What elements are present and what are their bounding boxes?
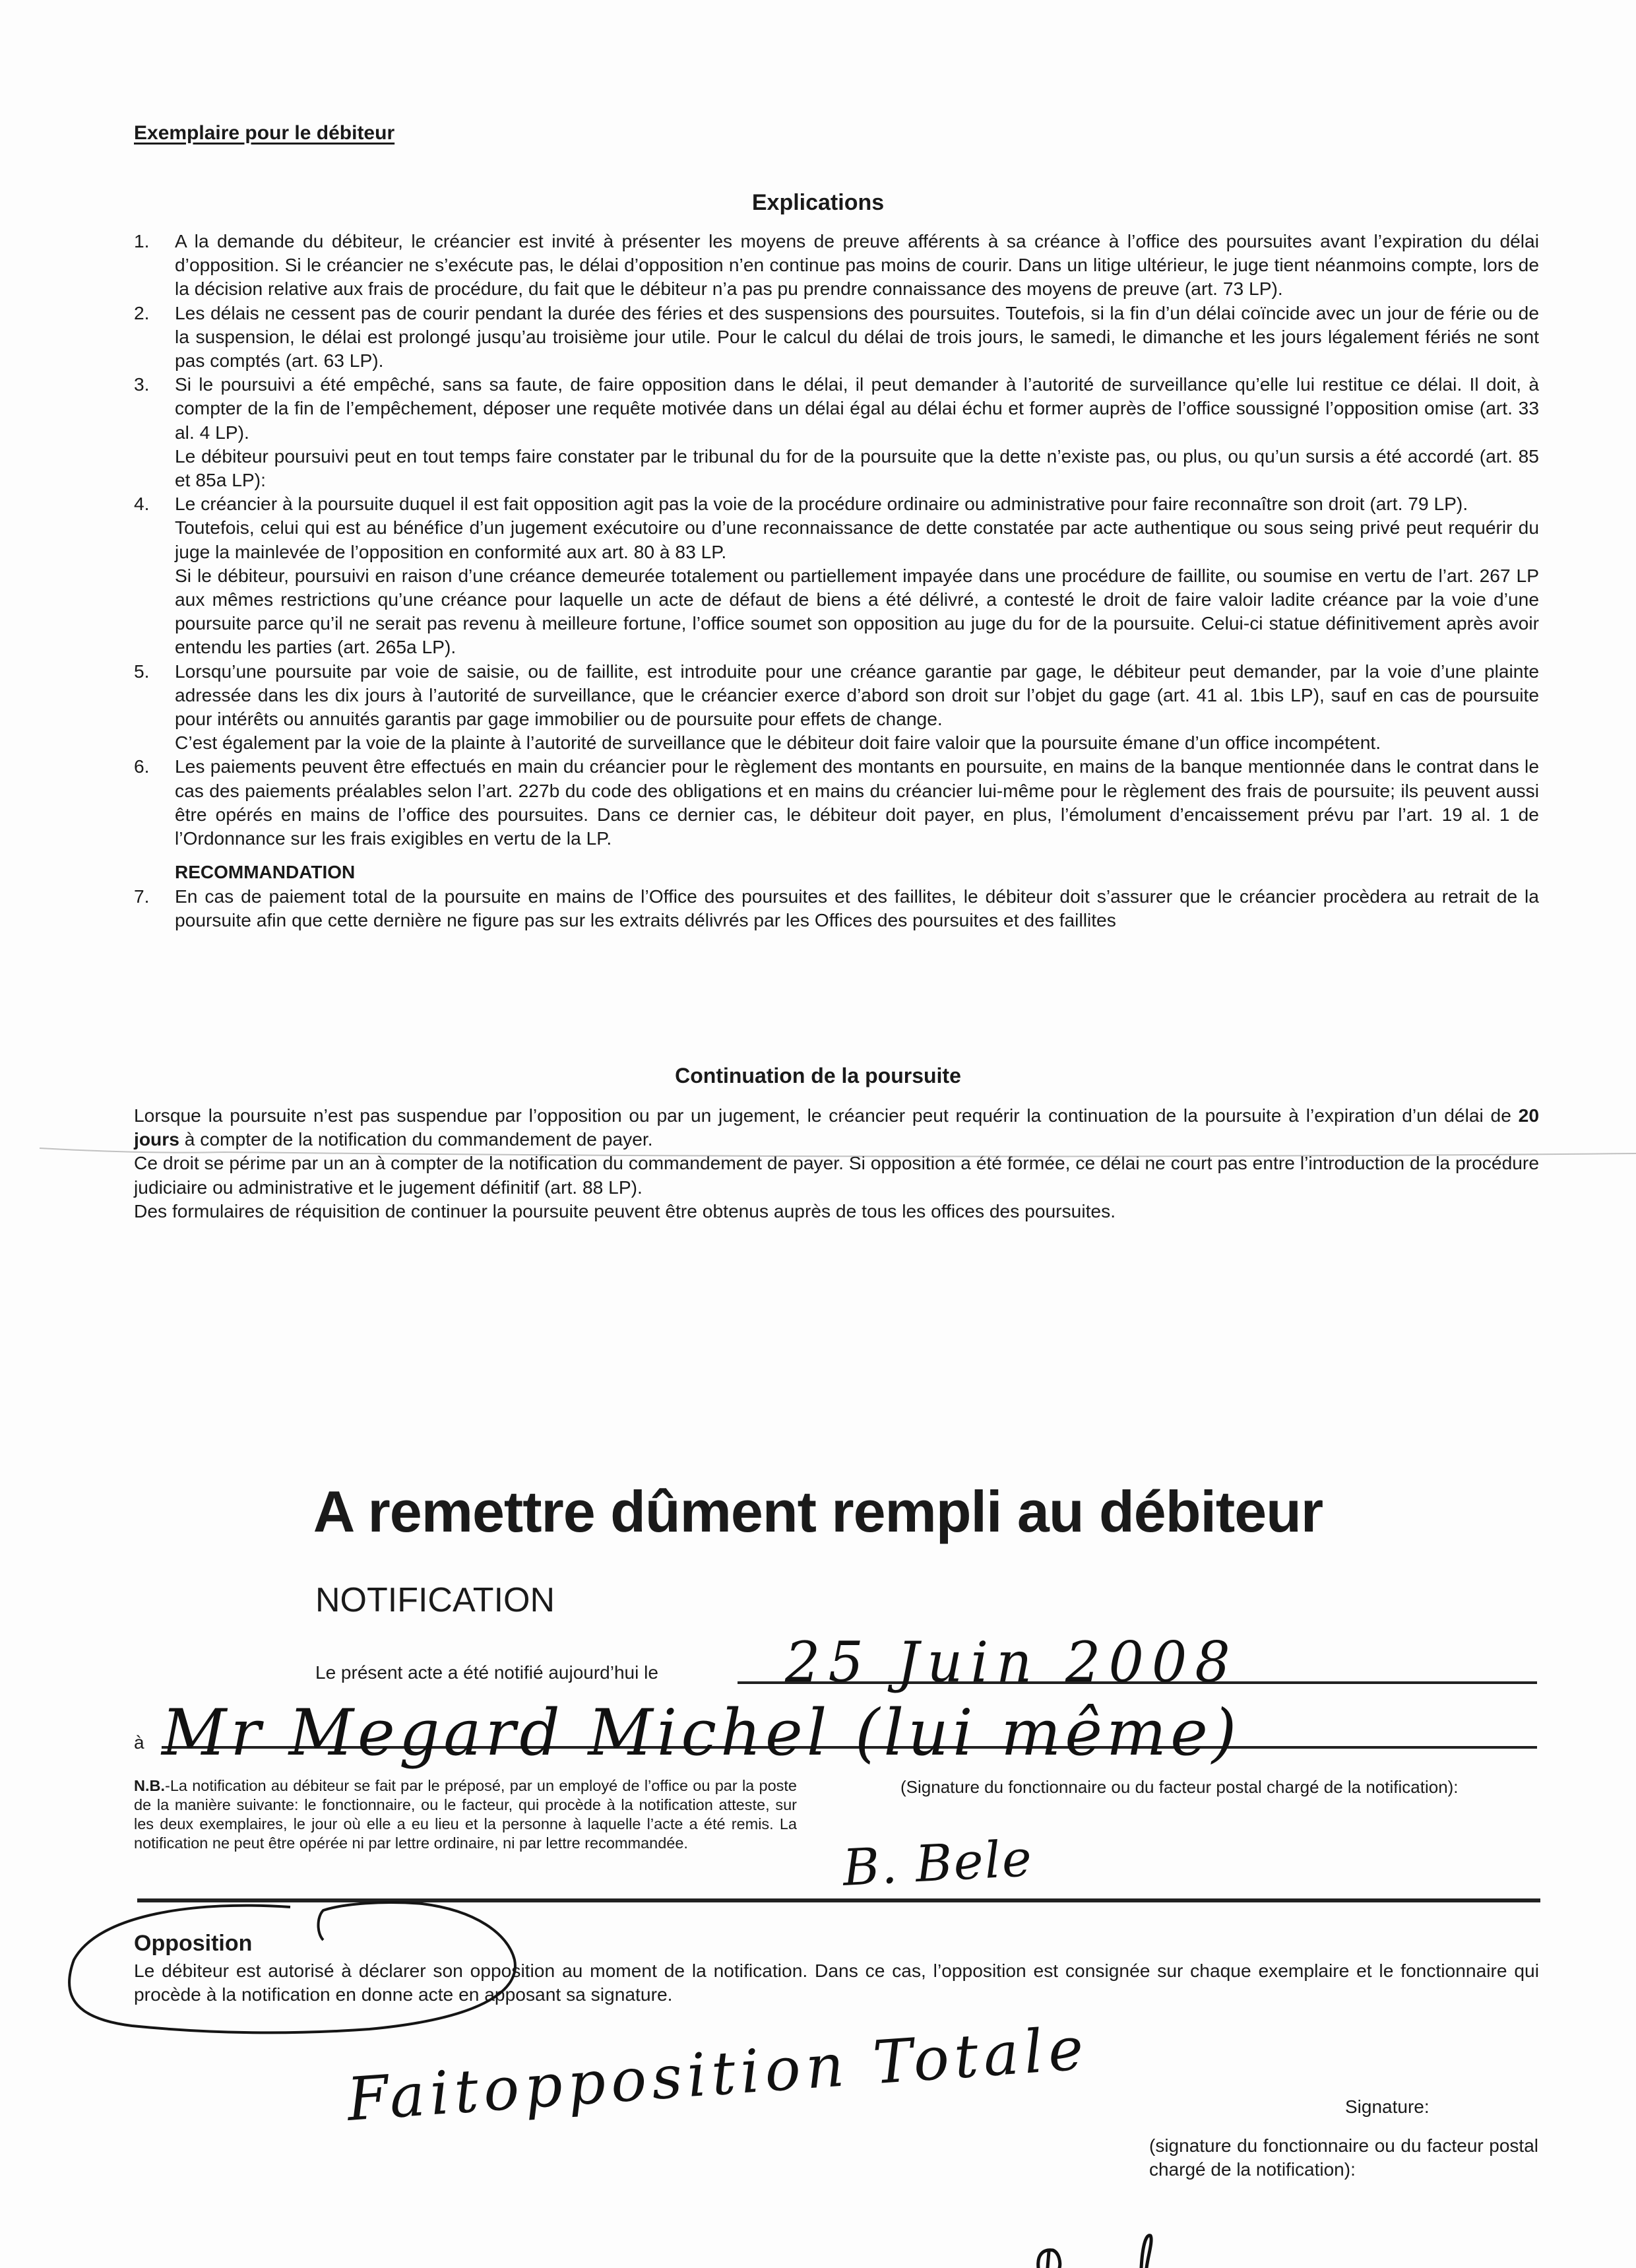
item-paragraph: Le créancier à la poursuite duquel il est fait opposition agit pas la voie de la procédure ordinaire ou administrative pour faire reconnaître son droit (art. 79 LP). <box>175 493 1468 515</box>
nb-label: N.B. <box>134 1777 165 1794</box>
item-number: 1. <box>134 230 150 251</box>
explication-item-2 <box>134 301 1539 373</box>
explication-item-5 <box>134 659 1539 755</box>
opposition-body: Le débiteur est autorisé à déclarer son opposition au moment de la notification. Dans ce cas, l’opposition est consignée sur chaque exemplaire et le fonctionnaire qui procède à la notification en donne acte en apposant sa signature. <box>134 1960 1539 2005</box>
explication-item-7 <box>134 884 1539 932</box>
item-paragraph: Si le poursuivi a été empêché, sans sa faute, de faire opposition dans le délai, il peut demander à l’autorité de surveillance qu’elle lui restitue ce délai. Il doit, à compter de la fin de l’empêchement, déposer une requête motivée dans un délai égal au délai échu et former auprès de l’office soussigné l’opposition omise (art. 33 al. 4 LP). <box>175 373 1539 443</box>
recipient-field-value[interactable]: Mr Megard Michel (lui même) <box>162 1696 1241 1770</box>
nb-text: -La notification au débiteur se fait par le préposé, par un employé de l’office ou par la poste de la manière suivante: le fonctionnaire, ou le facteur, qui procède à la notification atteste, sur les deux exemplaires, le jour où elle a eu lieu et la personne à laquelle l’acte a été remis. La notification ne peut être opérée ni par lettre ordinaire, ni par lettre recommandée. <box>134 1777 797 1852</box>
explications-list <box>134 229 1539 932</box>
recommendation-heading: RECOMMANDATION <box>175 862 356 883</box>
notification-signature[interactable]: B. Bele <box>841 1829 1034 1897</box>
item-paragraph: Toutefois, celui qui est au bénéfice d’un jugement exécutoire ou d’une reconnaissance de dette constatée par acte authentique ou sous seing privé peut requérir du juge la mainlevée de l’opposition en conformité aux art. 80 à 83 LP. <box>175 517 1539 562</box>
continuation-paragraph-1 <box>134 1103 1539 1151</box>
item-paragraph: Si le débiteur, poursuivi en raison d’une créance demeurée totalement ou partiellement impayée dans une procédure de faillite, ou soumise en vertu de l’art. 267 LP aux mêmes restrictions qu’une créance pour laquelle un acte de défaut de biens a été délivré, a contesté le droit de faire valoir ladite créance par la voie d’une poursuite parce qu’il ne serait pas revenu à meilleure fortune, l’office soumet son opposition au juge du for de la poursuite. Celui-ci statue définitivement après avoir entendu les parties (art. 265a LP). <box>175 564 1539 658</box>
item-number: 7. <box>134 886 150 907</box>
explications-title: Explications <box>751 190 885 215</box>
continuation-body <box>134 1103 1539 1223</box>
explication-item-4 <box>134 492 1539 659</box>
continuation-title: Continuation de la poursuite <box>675 1064 961 1087</box>
date-label: Le présent acte a été notifié aujourd’hui le <box>315 1662 658 1683</box>
item-paragraph: C’est également par la voie de la plainte à l’autorité de surveillance que le débiteur doit faire valoir que la poursuite émane d’un office incompétent. <box>175 732 1381 754</box>
nb-note <box>134 1776 797 1853</box>
explication-item-6 <box>134 754 1539 850</box>
continuation-paragraph-2: Ce droit se périme par un an à compter de la notification du commandement de payer. Si opposition a été formée, ce délai ne court pas entre l’introduction de la procédure judiciaire ou administrative et le jugement définitif (art. 88 LP). <box>134 1152 1539 1198</box>
copy-label: Exemplaire pour le débiteur <box>134 122 395 144</box>
explication-item-3 <box>134 372 1539 492</box>
item-number: 4. <box>134 493 150 515</box>
date-field-value[interactable]: 25 Juin 2008 <box>785 1630 1238 1695</box>
item-paragraph: Le débiteur poursuivi peut en tout temps faire constater par le tribunal du for de la poursuite que la dette n’existe pas, ou plus, ou qu’un sursis a été accordé (art. 85 et 85a LP): <box>175 445 1539 491</box>
item-paragraph: En cas de paiement total de la poursuite en mains de l’Office des poursuites et des faillites, le débiteur doit s’assurer que le créancier procèdera au retrait de la poursuite afin que cette dernière ne figure pas sur les extraits délivrés par les Offices des poursuites et des faillites <box>175 886 1539 931</box>
item-number: 6. <box>134 756 150 777</box>
text-run: à compter de la notification du commandement de payer. <box>179 1128 653 1150</box>
opposition-signature-label: Signature: <box>1345 2096 1430 2117</box>
item-number: 2. <box>134 302 150 323</box>
continuation-paragraph-3: Des formulaires de réquisition de continuer la poursuite peuvent être obtenus auprès de tous les offices des poursuites. <box>134 1200 1116 1221</box>
item-number: 3. <box>134 373 150 395</box>
opposition-title: Opposition <box>134 1931 253 1956</box>
recipient-prefix: à <box>134 1732 144 1753</box>
opposition-field-value[interactable]: Faitopposition Totale <box>344 2013 1091 2135</box>
explication-item-1 <box>134 229 1539 301</box>
signature-line <box>137 1898 1540 1902</box>
text-run: Lorsque la poursuite n’est pas suspendue par l’opposition ou par un jugement, le créancier peut requérir la continuation de la poursuite à l’expiration d’un délai de <box>134 1105 1519 1126</box>
item-number: 5. <box>134 660 150 682</box>
item-paragraph: Les délais ne cessent pas de courir pendant la durée des féries et des suspensions des poursuites. Toutefois, si la fin d’un délai coïncide avec un jour de férie ou de la suspension, le délai est prolongé jusqu’au troisième jour utile. Pour le calcul du délai de trois jours, le samedi, le dimanche et les jours légalement fériés ne sont pas comptés (art. 63 LP). <box>175 302 1539 372</box>
item-paragraph: Lorsqu’une poursuite par voie de saisie, ou de faillite, est introduite pour une créance garantie par gage, le débiteur peut demander, par la voie d’une plainte adressée dans les dix jours à l’autorité de surveillance, que le créancier exerce d’abord son droit sur l’objet du gage (art. 41 al. 1bis LP), sauf en cas de poursuite pour intérêts ou annuités garantis par gage immobilier ou de poursuite pour effets de change. <box>175 660 1539 730</box>
deadline-emphasis: 20 jours <box>134 1105 1539 1150</box>
item-paragraph: Les paiements peuvent être effectués en main du créancier pour le règlement des montants en poursuite, en mains de la banque mentionnée dans le contrat dans le cas des paiements préalables selon l’art. 227b du code des obligations et en mains du créancier lui-même pour le règlement des frais de poursuite; ils peuvent aussi être opérés en mains de l’office des poursuites. Dans ce dernier cas, le débiteur doit payer, en plus, l’émolument d’encaissement prévu par l’art. 19 al. 1 de l’Ordonnance sur les frais exigibles en vertu de la LP. <box>175 756 1539 849</box>
notification-heading: NOTIFICATION <box>315 1581 555 1619</box>
item-paragraph: A la demande du débiteur, le créancier est invité à présenter les moyens de preuve afférents à sa créance à l’office des poursuites avant l’expiration du délai d’opposition. Si le créancier ne s’exécute pas, le délai d’opposition n’en continue pas moins de courir. Dans un litige ultérieur, le juge tient néanmoins compte, lors de la décision relative aux frais de procédure, du fait que le débiteur n’a pas pu prendre connaissance des moyens de preuve (art. 73 LP). <box>175 230 1539 300</box>
notification-signature-label: (Signature du fonctionnaire ou du facteur postal chargé de la notification): <box>900 1777 1459 1797</box>
form-main-title: A remettre dûment rempli au débiteur <box>313 1479 1323 1544</box>
opposition-signature-note: (signature du fonctionnaire ou du facteur postal chargé de la notification): <box>1149 2135 1538 2180</box>
